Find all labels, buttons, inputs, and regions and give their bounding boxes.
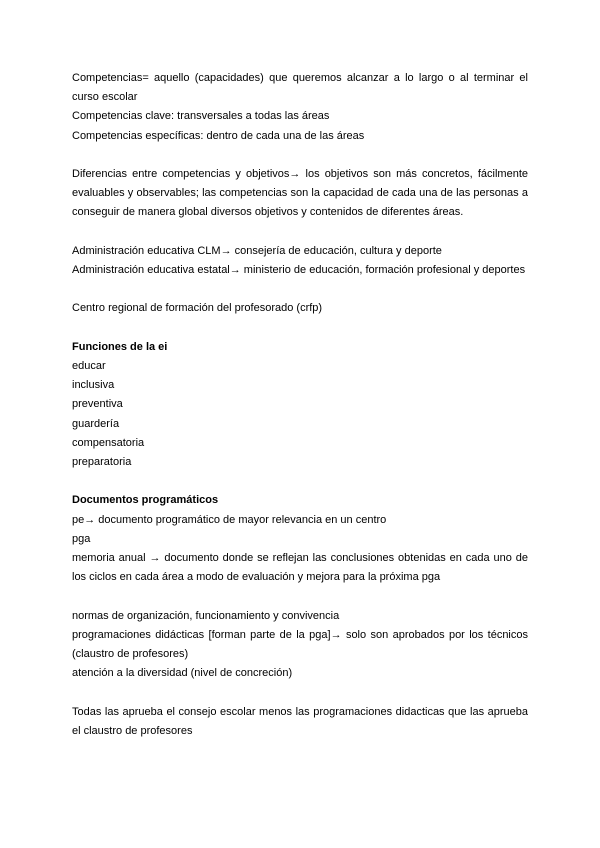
funcion-item: guardería xyxy=(72,417,120,430)
funciones-heading: Funciones de la ei xyxy=(72,340,168,353)
admin-estatal: Administración educativa estatal→ ministerio de educación, formación profesional y deportes xyxy=(72,264,526,276)
spacer xyxy=(72,146,528,165)
programaciones-line: programaciones didácticas [forman parte de la pga]→ solo son aprobados por los técnicos (claustro de profesores) xyxy=(72,628,528,660)
spacer xyxy=(72,472,528,491)
competencias-clave: Competencias clave: transversales a todas las áreas xyxy=(72,110,330,123)
crfp-line: Centro regional de formación del profesorado (crfp) xyxy=(72,302,323,315)
admin-clm: Administración educativa CLM→ consejería de educación, cultura y deporte xyxy=(72,244,442,257)
spacer xyxy=(72,587,528,606)
normas-line: normas de organización, funcionamiento y convivencia xyxy=(72,609,340,622)
conclusion-paragraph: Todas las aprueba el consejo escolar menos las programaciones didacticas que las aprueba el claustro de profesores xyxy=(72,705,528,737)
memoria-line: memoria anual → documento donde se reflejan las conclusiones obtenidas en cada uno de los ciclos en cada área a modo de evaluación y mejora para la próxima pga xyxy=(72,552,528,584)
spacer xyxy=(72,319,528,338)
funcion-item: inclusiva xyxy=(72,379,115,392)
spacer xyxy=(72,280,528,299)
funcion-item: preparatoria xyxy=(72,456,132,468)
diferencias-paragraph: Diferencias entre competencias y objetivos→ los objetivos son más concretos, fácilmente evaluables y observables; las competencias son la capacidad de cada una de las personas a conseguir de manera global diversos objetivos y contenidos de diferentes áreas. xyxy=(72,168,528,219)
pe-line: pe→ documento programático de mayor relevancia en un centro xyxy=(72,513,387,526)
spacer xyxy=(72,223,528,242)
documentos-heading: Documentos programáticos xyxy=(72,494,219,507)
spacer xyxy=(72,683,528,702)
competencias-especificas: Competencias específicas: dentro de cada una de las áreas xyxy=(72,129,365,142)
document-body xyxy=(72,69,528,741)
funcion-item: educar xyxy=(72,359,106,372)
funcion-item: compensatoria xyxy=(72,436,145,449)
atencion-line: atención a la diversidad (nivel de concreción) xyxy=(72,667,293,680)
competencias-definition: Competencias= aquello (capacidades) que queremos alcanzar a lo largo o al terminar el curso escolar xyxy=(72,72,528,104)
pga-line: pga xyxy=(72,532,91,545)
funcion-item: preventiva xyxy=(72,398,123,411)
